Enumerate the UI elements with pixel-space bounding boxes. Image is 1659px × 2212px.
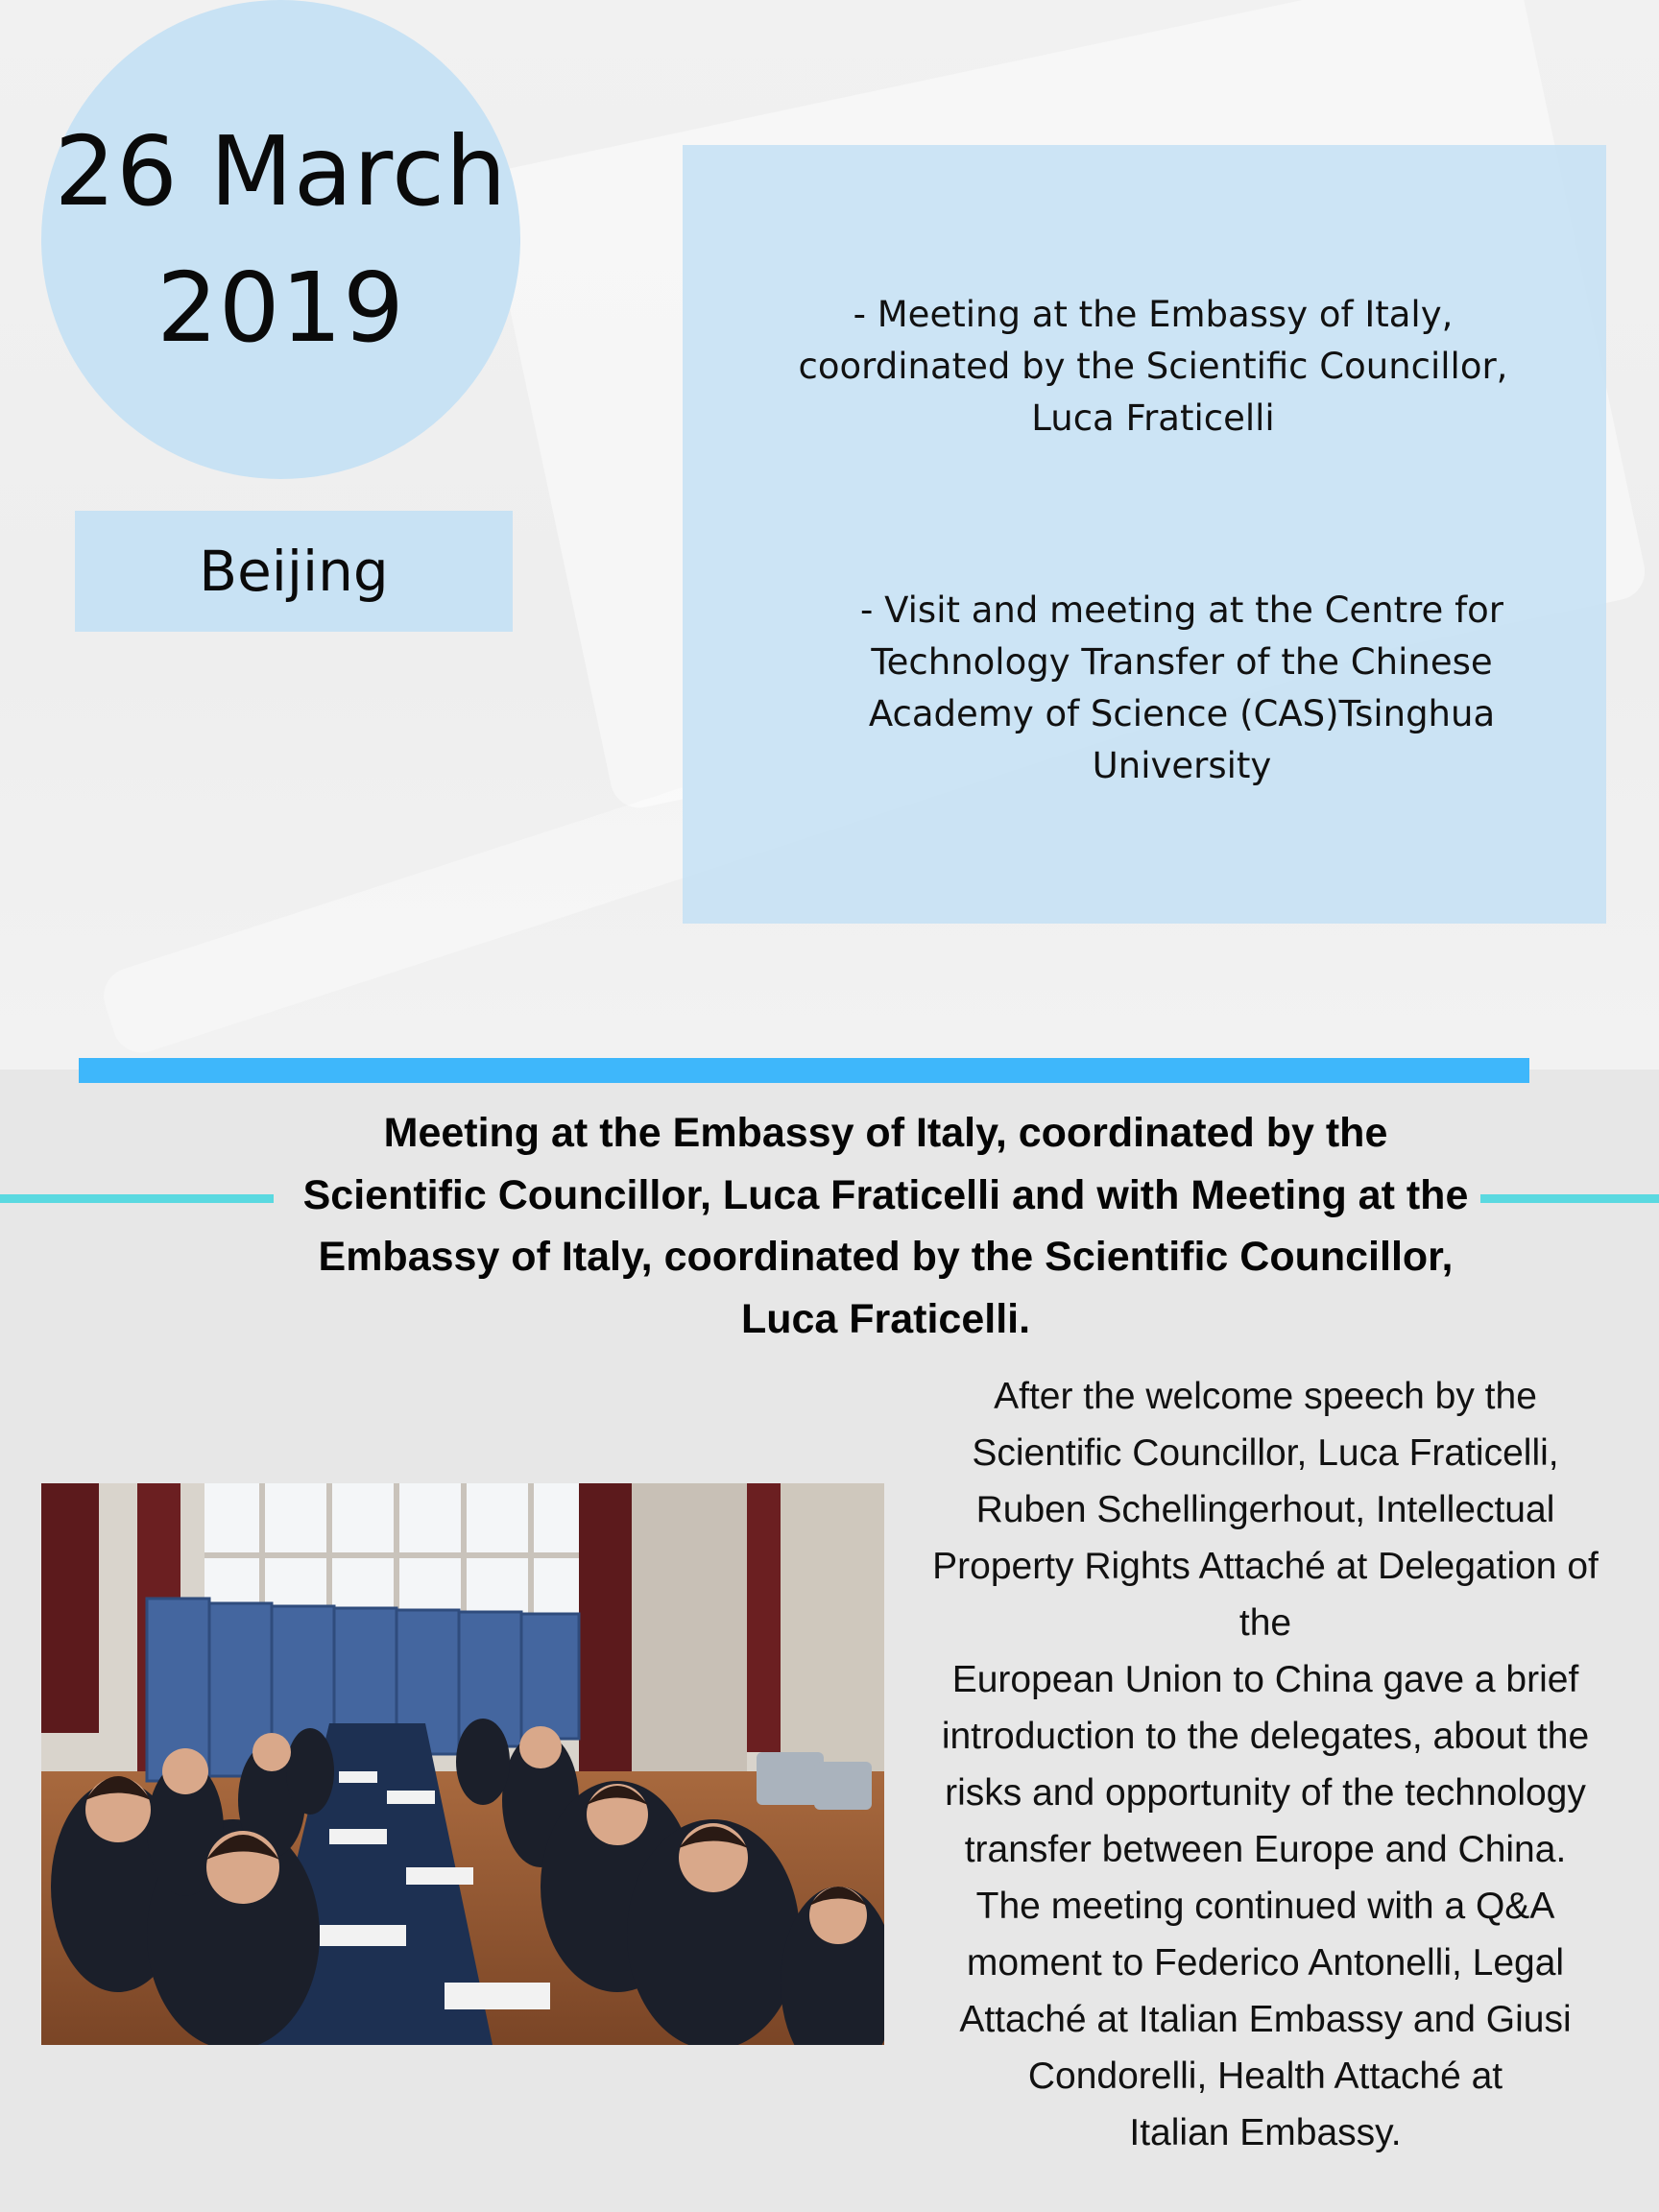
agenda-item-embassy-text: - Meeting at the Embassy of Italy, coordinated by the Scientific Councillor, [798,294,1508,387]
paragraph-welcome-line2: European Union to China gave a brief introduction to the delegates, about the risks and opportunity of the technology transfer between Europe and China. [941,1659,1590,1870]
paragraph-qa-line2: Italian Embassy. [1129,2112,1402,2153]
header-section [0,0,1659,1070]
city-box [75,511,513,632]
date-day-month: 26 March [54,114,508,228]
article-headline: Meeting at the Embassy of Italy, coordinated by the Scientific Councillor, Luca Fraticelli and with Meeting at the Embassy of Italy, coordinated by the Scientific Councillor, Luca Fraticelli. [302,1110,1469,1342]
meeting-photo [41,1483,884,2045]
paragraph-welcome-line1: After the welcome speech by the Scientific Councillor, Luca Fraticelli, Ruben Schellingerhout, Intellectual Property Rights Attaché at Delegation of the [932,1376,1599,1644]
city-label: Beijing [199,539,389,604]
agenda-box [683,145,1606,924]
article-body [922,1368,1609,2161]
section-divider-bar [79,1058,1529,1083]
date-year: 2019 [156,251,405,364]
agenda-item-embassy [798,289,1508,445]
headline-rule-left [0,1194,274,1203]
date-circle [41,0,520,479]
meeting-photo-illustration [41,1483,884,2045]
agenda-item-embassy-name: Luca Fraticelli [1031,397,1275,439]
paragraph-qa-line1: The meeting continued with a Q&A moment to Federico Antonelli, Legal Attaché at Italian Embassy and Giusi Condorelli, Health Attaché at [959,1886,1572,2097]
agenda-item-cas-visit: - Visit and meeting at the Centre for Technology Transfer of the Chinese Academy of Science (CAS)Tsinghua University [860,589,1503,786]
headline-rule-right [1480,1194,1659,1203]
